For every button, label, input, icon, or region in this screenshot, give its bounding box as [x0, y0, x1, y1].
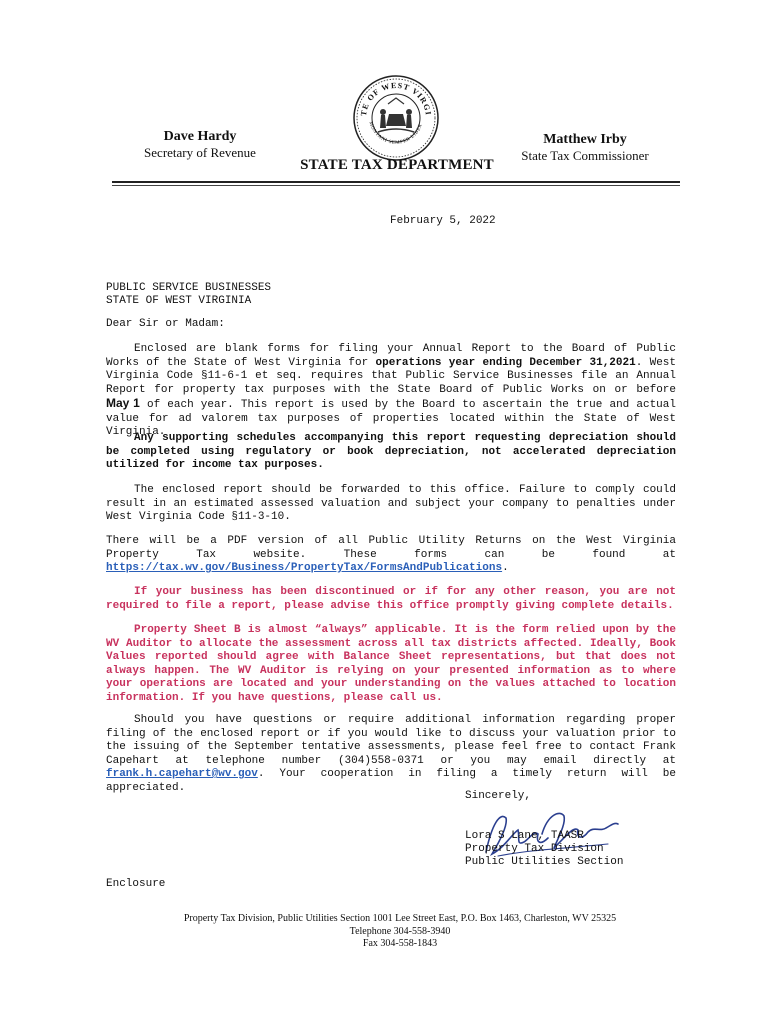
svg-text:STATE OF WEST VIRGINIA [352, 74, 433, 117]
contact-email-link[interactable]: frank.h.capehart@wv.gov [106, 768, 258, 780]
secretary-block [120, 128, 280, 161]
closing-sincerely: Sincerely, [465, 790, 532, 802]
paragraph-discontinued [106, 586, 676, 613]
signer-division: Property Tax Division [465, 843, 604, 855]
footer-address: Property Tax Division, Public Utilities Section 1001 Lee Street East, P.O. Box 1463, Charleston, WV 25325 [183, 913, 617, 924]
p1-text-a: Enclosed are blank forms for filing your Annual Report to the Board of Public Works of the State of West Virginia for [106, 343, 676, 369]
letter-date: February 5, 2022 [390, 215, 496, 227]
commissioner-name: Matthew Irby [543, 132, 627, 147]
paragraph-forwarding [106, 484, 676, 525]
commissioner-title: State Tax Commissioner [521, 148, 649, 163]
commissioner-block [505, 131, 665, 164]
p1-due-date: May 1 [106, 396, 140, 410]
signer-name: Lora S Lane, TAASR [465, 830, 584, 842]
paragraph-depreciation [106, 432, 676, 473]
paragraph-property-sheet-b [106, 624, 676, 705]
enclosure-note: Enclosure [106, 878, 166, 890]
secretary-title: Secretary of Revenue [144, 145, 256, 160]
recipient-line-1: PUBLIC SERVICE BUSINESSES [106, 282, 272, 294]
forms-link[interactable]: https://tax.wv.gov/Business/PropertyTax/FormsAndPublications [106, 562, 503, 574]
p1-year-ending: operations year ending December 31,2021 [375, 356, 636, 369]
secretary-name: Dave Hardy [163, 129, 237, 144]
p4-text: There will be a PDF version of all Public Utility Returns on the West Virginia Property Tax website. These forms can be found at [106, 535, 676, 561]
salutation: Dear Sir or Madam: [106, 318, 225, 330]
p7-text: Should you have questions or require additional information regarding proper filing of the enclosed report or if you would like to discuss your valuation prior to the issuing of the September tentative assessments, please feel free to contact Frank Capehart at telephone number (304)558-0371 or you may email directly at [106, 714, 676, 767]
p1-text-c: . West Virginia Code §11-6-1 et seq. requires that Public Service Businesses file an Annual Report for property tax purposes with the State Board of Public Works on or before [106, 356, 676, 396]
paragraph-contact [106, 714, 676, 795]
p6-text: Property Sheet B is almost “always” applicable. It is the form relied upon by the WV Auditor to allocate the assessment across all tax districts affected. Ideally, Book Values reported should agree with Balance Sheet representations, but that does not always happen. The WV Auditor is relying on your presented information as to where your operations are located and your understanding on the values attached to location information. If you have questions, please call us. [106, 624, 676, 704]
recipient-line-2: STATE OF WEST VIRGINIA [106, 295, 252, 307]
state-seal [352, 74, 440, 162]
footer-fax: Fax 304-558-1843 [362, 938, 438, 949]
p5-text: If your business has been discontinued or if for any other reason, you are not required to file a report, please advise this office promptly giving complete details. [106, 586, 676, 612]
letterhead-rule-thin [112, 185, 680, 186]
p2-text: Any supporting schedules accompanying this report requesting depreciation should be completed using regulatory or book depreciation, not accelerated depreciation utilized for income tax purposes. [106, 432, 676, 471]
letterhead-rule [112, 181, 680, 183]
department-name: STATE TAX DEPARTMENT [300, 157, 494, 173]
p7-end: . Your cooperation in filing a timely return will be appreciated. [106, 768, 676, 794]
seal-top-text: TE OF WEST VIRGI [358, 80, 433, 117]
paragraph-pdf-version [106, 535, 676, 576]
page-footer [140, 913, 660, 951]
p1-text-e: of each year. This report is used by the Board to ascertain the true and actual value for ad valorem tax purposes of properties located within the State of West Virginia. [106, 399, 676, 438]
signer-section: Public Utilities Section [465, 856, 624, 868]
seal-motto: MONTANI SEMPER LIBER [367, 121, 424, 146]
paragraph-annual-report [106, 343, 676, 440]
footer-telephone: Telephone 304-558-3940 [349, 925, 451, 937]
p4-end: . [502, 562, 509, 574]
p3-text: The enclosed report should be forwarded to this office. Failure to comply could result in an estimated assessed valuation and subject your company to penalties under West Virginia Code §11-3-10. [106, 484, 676, 523]
